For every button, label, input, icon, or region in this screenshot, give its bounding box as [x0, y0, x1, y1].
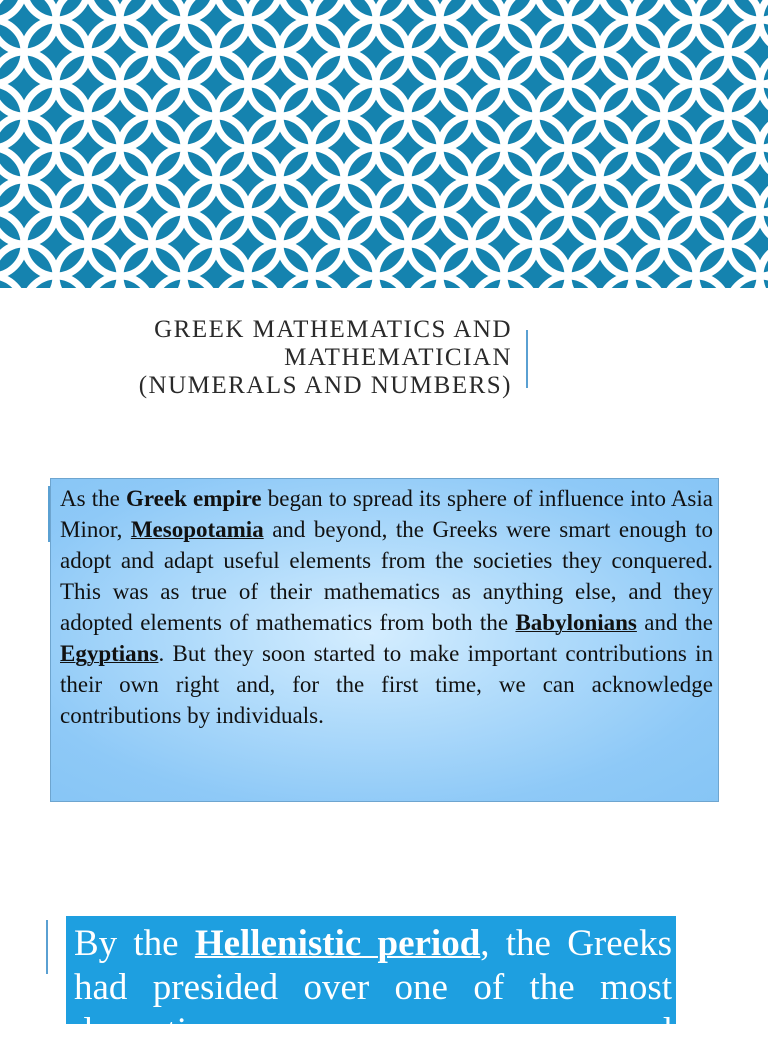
period-paragraph — [74, 922, 672, 1054]
title-line-3: (NUMERALS AND NUMBERS) — [138, 372, 512, 399]
period-text-1: By the — [74, 923, 195, 964]
intro-text-3: and beyond, the Greeks were smart enough to adopt and adapt useful elements from the societies they conquered. This was as true of their mathematics as anything else, and they adopted elements of mathematics from both the — [60, 517, 713, 635]
intro-paragraph — [60, 483, 713, 731]
intro-text-2: began to spread its sphere of influence into Asia Minor, — [60, 486, 713, 542]
title-accent-line — [526, 330, 528, 388]
hellenistic-text-box — [66, 916, 676, 1052]
keyword-greek-empire: Greek empire — [125, 486, 262, 511]
slide-title — [20, 316, 512, 400]
circle-pattern-banner — [0, 0, 768, 288]
period-accent-line — [46, 920, 48, 974]
title-line-1: GREEK MATHEMATICS AND — [154, 316, 512, 343]
intro-text-4: and the — [636, 610, 713, 635]
title-line-2: MATHEMATICIAN — [284, 344, 512, 371]
intro-text-box — [50, 478, 719, 802]
link-mesopotamia[interactable]: Mesopotamia — [130, 517, 264, 542]
link-hellenistic-period[interactable]: Hellenistic period — [194, 923, 481, 964]
link-egyptians[interactable]: Egyptians — [60, 641, 159, 666]
intro-text-5: . But they soon started to make important contributions in their own right and, for the first time, we can acknowledge contributions by individuals. — [60, 641, 713, 728]
intro-text-1: As the — [60, 486, 126, 511]
link-babylonians[interactable]: Babylonians — [515, 610, 637, 635]
banner-pattern-fill — [0, 0, 768, 288]
period-text-2: , the Greeks had presided over one of the most dramatic and — [74, 923, 672, 1052]
